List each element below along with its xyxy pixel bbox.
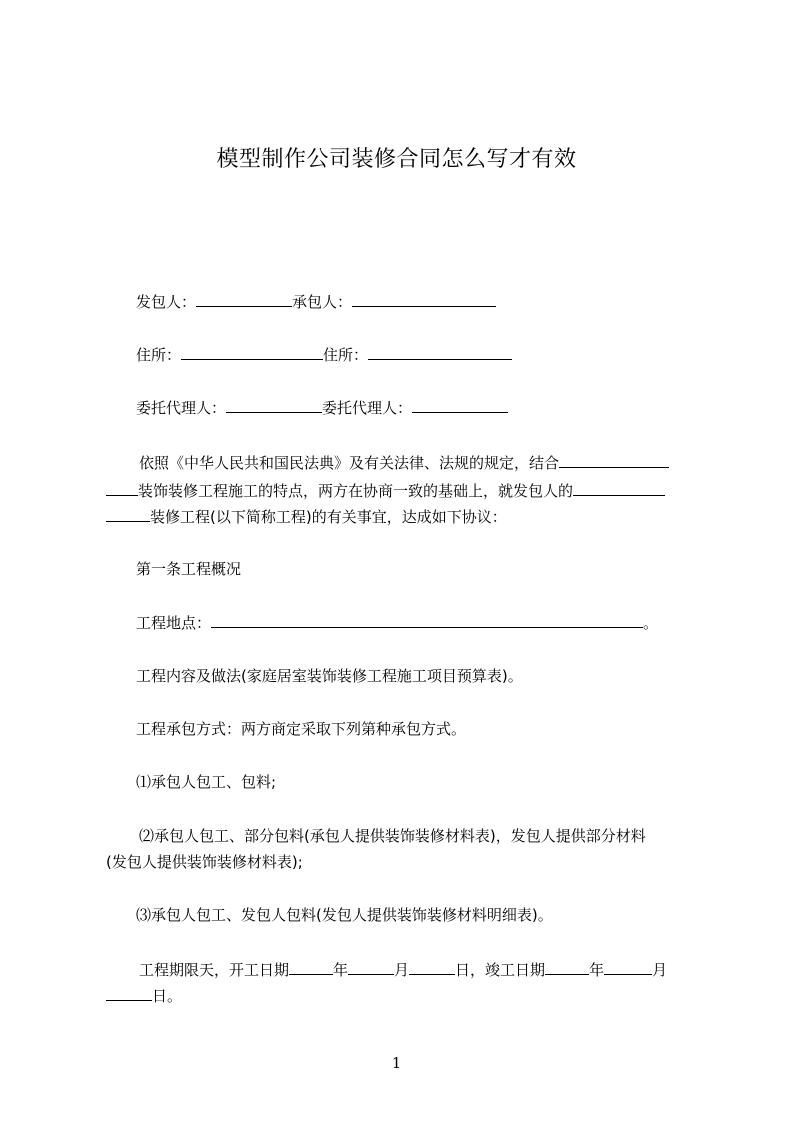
article1-heading: 第一条工程概况: [136, 560, 242, 578]
agent1-label: 委托代理人：: [136, 399, 227, 417]
end-day-label: 日。: [152, 987, 183, 1005]
start-day-blank: [409, 960, 455, 975]
page-number: 1: [391, 1054, 402, 1072]
option3-line: ⑶承包人包工、发包人包料(发包人提供装饰装修材料明细表)。: [136, 906, 553, 924]
address-line: [136, 345, 512, 365]
preamble-blank-1: [559, 453, 669, 468]
option2-line-2: (发包人提供装饰装修材料表);: [106, 853, 303, 871]
end-year-label: 年: [589, 961, 605, 979]
location-blank: [211, 613, 643, 628]
end-year-blank: [545, 960, 589, 975]
address1-blank: [181, 345, 323, 360]
end-day-blank: [106, 986, 152, 1001]
start-month-blank: [348, 960, 394, 975]
start-month-label: 月: [394, 961, 410, 979]
document-title: 模型制作公司装修合同怎么写才有效: [216, 147, 577, 172]
agent1-blank: [226, 398, 322, 413]
content-line: 工程内容及做法(家庭居室装饰装修工程施工项目预算表)。: [136, 667, 523, 685]
agent2-blank: [412, 398, 508, 413]
agent2-label: 委托代理人：: [322, 399, 413, 417]
contractor-blank: [352, 292, 496, 307]
preamble-text-3: 装修工程(以下简称工程)的有关事宜，达成如下协议：: [150, 508, 507, 526]
preamble-blank-2: [106, 481, 138, 496]
agent-line: [136, 398, 508, 418]
preamble-blank-4: [106, 507, 150, 522]
location-label: 工程地点：: [136, 614, 212, 632]
preamble-line-1: [139, 453, 669, 473]
start-year-blank: [289, 960, 333, 975]
preamble-text-1: 依照《中华人民共和国民法典》及有关法律、法规的规定，结合: [139, 454, 560, 472]
period-line-1: [139, 960, 667, 980]
location-line: [136, 613, 658, 633]
end-month-label: 月: [652, 961, 668, 979]
option1-line: ⑴承包人包工、包料;: [136, 773, 277, 791]
address2-blank: [368, 345, 512, 360]
period-label: 工程期限天，开工日期: [139, 961, 290, 979]
start-year-label: 年: [333, 961, 349, 979]
end-date-label: 日，竣工日期: [455, 961, 546, 979]
end-month-blank: [604, 960, 652, 975]
employer-blank: [196, 292, 292, 307]
preamble-line-2: [106, 481, 665, 501]
contractor-label: 承包人：: [292, 293, 353, 311]
employer-label: 发包人：: [136, 293, 197, 311]
preamble-line-3: [106, 507, 507, 527]
preamble-blank-3: [573, 481, 665, 496]
period-line-2: [106, 986, 182, 1006]
employer-line: [136, 292, 496, 312]
preamble-text-2: 装饰装修工程施工的特点，两方在协商一致的基础上，就发包人的: [138, 482, 574, 500]
method-line: 工程承包方式：两方商定采取下列第种承包方式。: [136, 720, 467, 738]
address1-label: 住所：: [136, 346, 182, 364]
location-end: 。: [643, 614, 659, 632]
option2-line-1: ⑵承包人包工、部分包料(承包人提供装饰装修材料表)，发包人提供部分材料: [139, 827, 646, 845]
address2-label: 住所：: [323, 346, 369, 364]
